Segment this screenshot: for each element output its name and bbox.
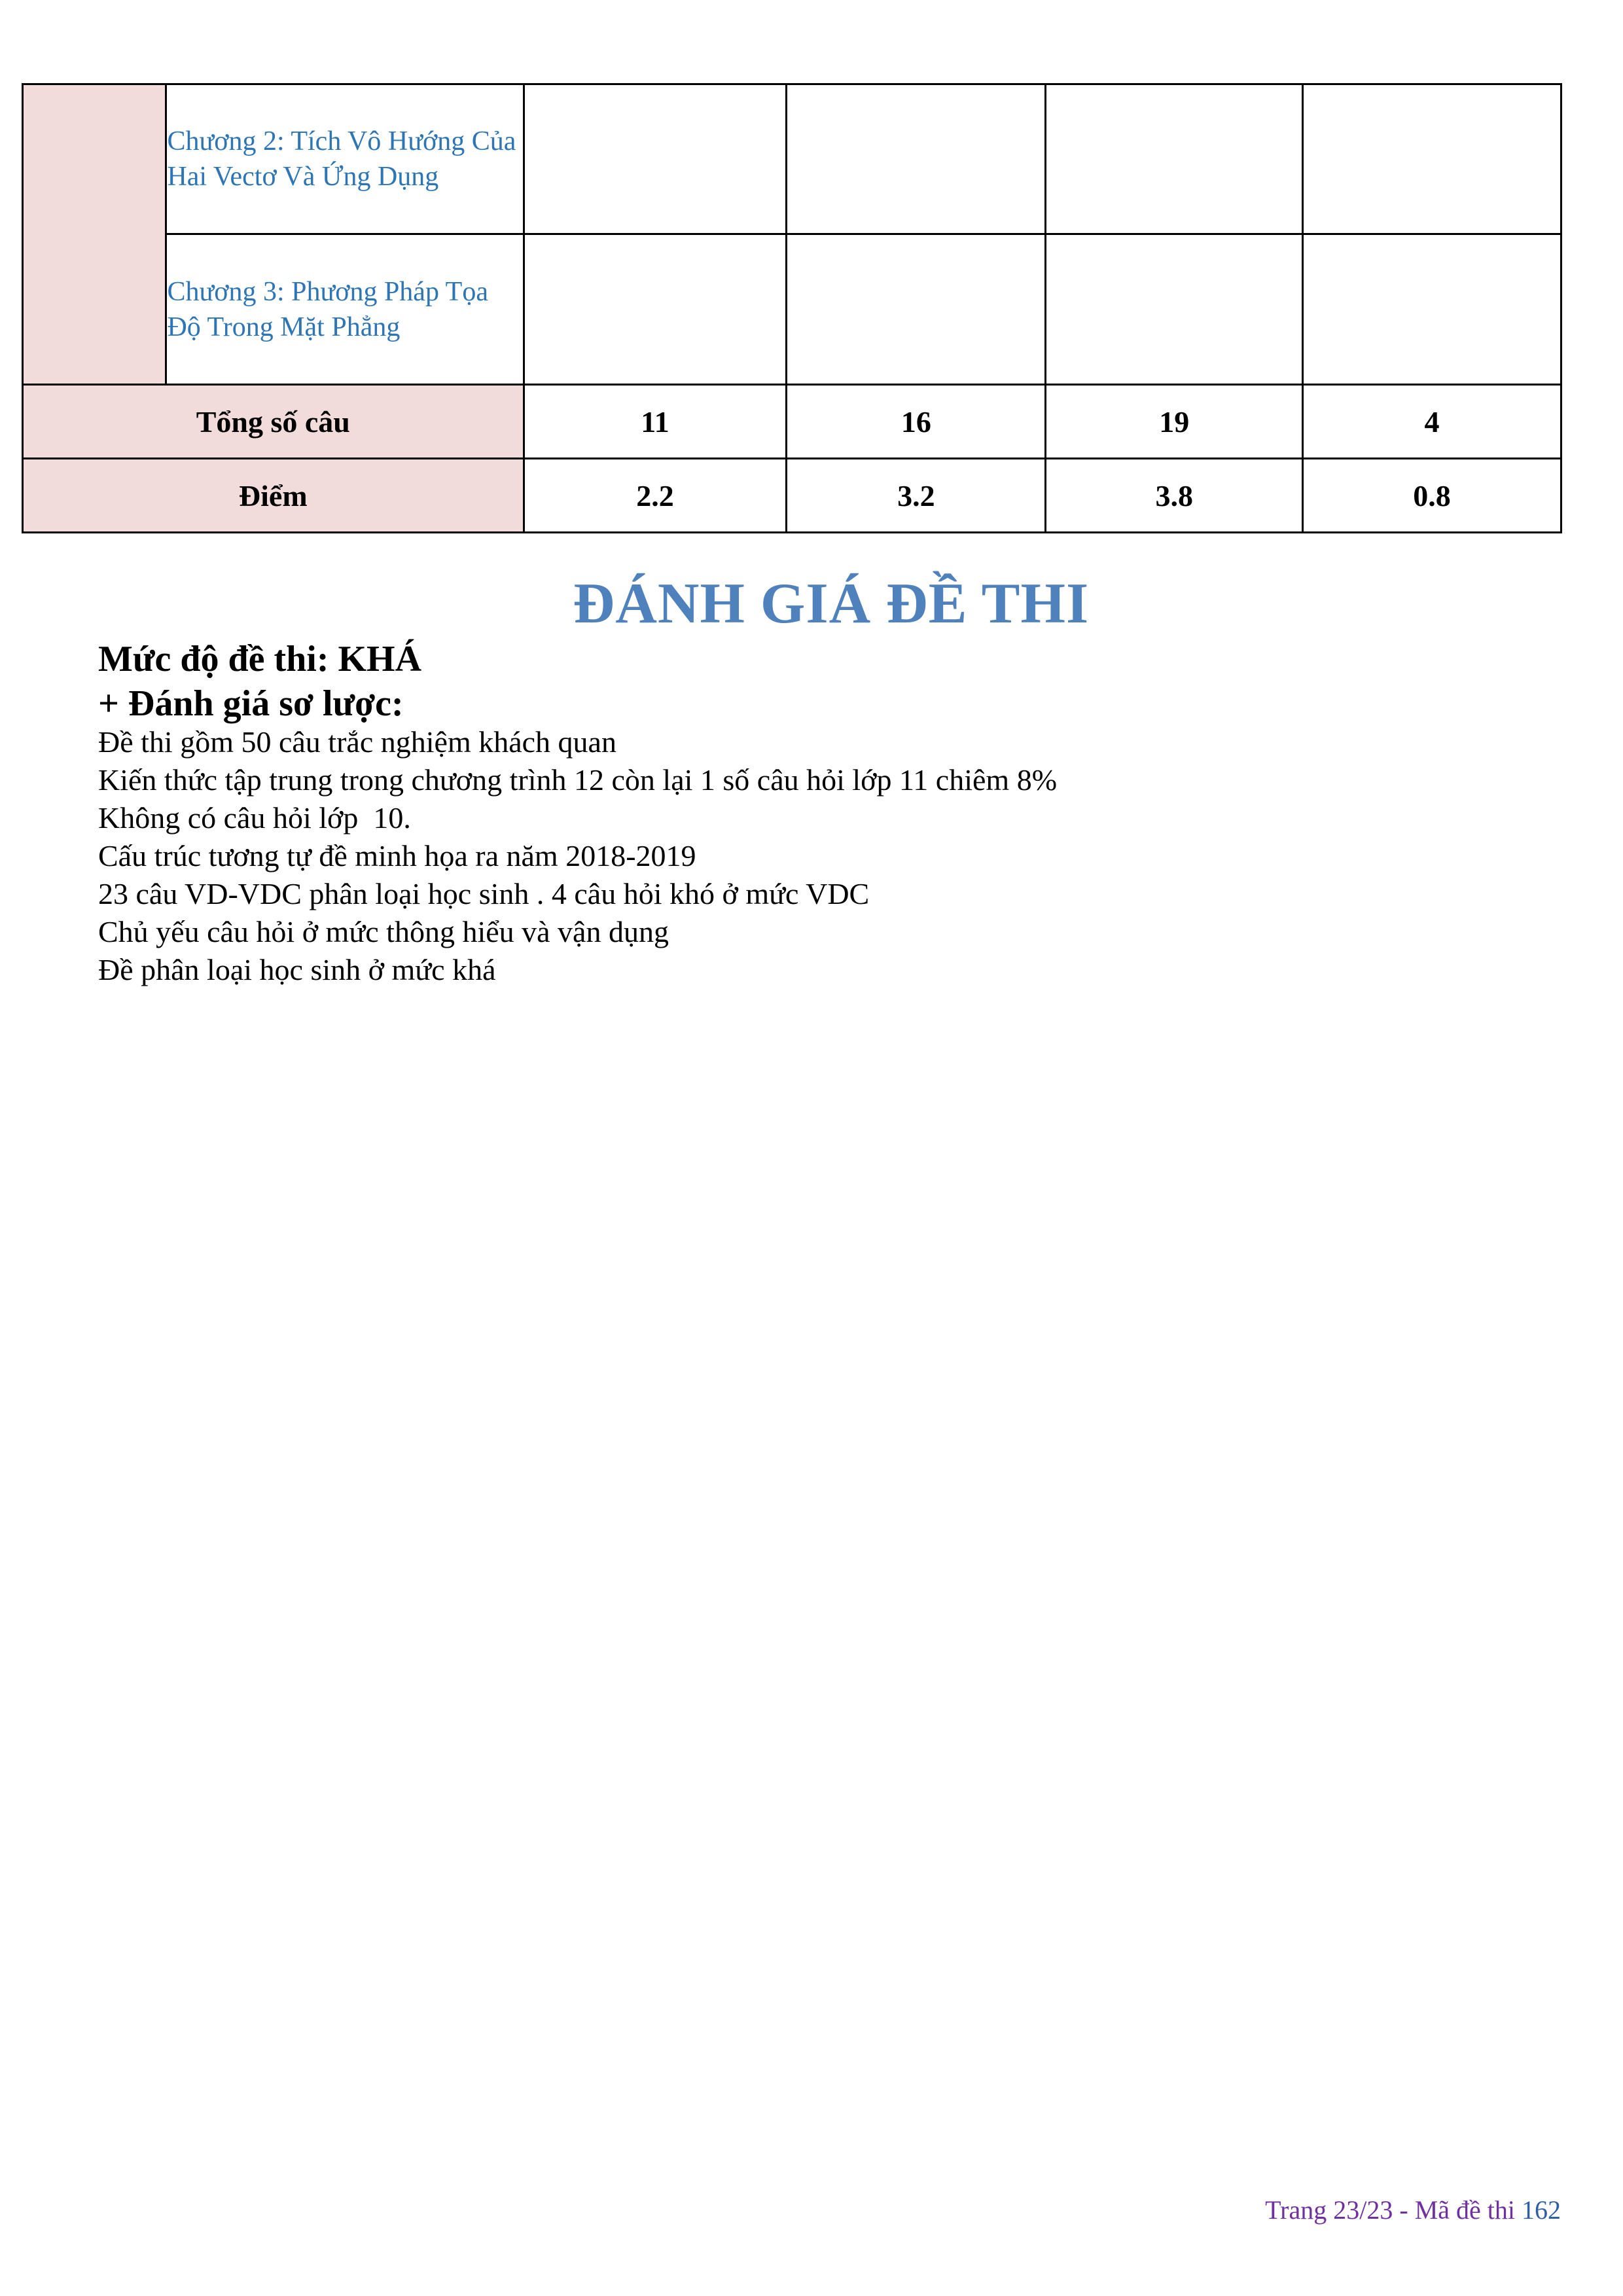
score-value: 3.2: [787, 459, 1046, 533]
exam-matrix-table: [22, 83, 1562, 533]
table-cell: [524, 234, 787, 385]
score-label: Điểm: [23, 459, 524, 533]
table-cell: [1046, 84, 1303, 234]
total-row: [23, 385, 1561, 459]
table-cell: [787, 234, 1046, 385]
chapter-cell: Chương 3: Phương Pháp Tọa Độ Trong Mặt Phẳng: [166, 234, 524, 385]
summary-heading: + Đánh giá sơ lược:: [98, 683, 404, 724]
table-cell: [1046, 234, 1303, 385]
evaluation-line: Chủ yếu câu hỏi ở mức thông hiểu và vận dụng: [98, 915, 669, 948]
total-value: 4: [1303, 385, 1561, 459]
table-cell: [1303, 84, 1561, 234]
evaluation-line: Đề thi gồm 50 câu trắc nghiệm khách quan: [98, 725, 616, 759]
page-footer: [1265, 2194, 1561, 2227]
chapter-cell: Chương 2: Tích Vô Hướng Của Hai Vectơ Và Ứng Dụng: [166, 84, 524, 234]
score-value: 0.8: [1303, 459, 1561, 533]
evaluation-line: Đề phân loại học sinh ở mức khá: [98, 953, 496, 986]
total-value: 16: [787, 385, 1046, 459]
total-label: Tổng số câu: [23, 385, 524, 459]
evaluation-lines: [98, 723, 1057, 989]
evaluation-line: Cấu trúc tương tự đề minh họa ra năm 2018-2019: [98, 839, 696, 872]
table-row: [23, 84, 1561, 234]
total-value: 11: [524, 385, 787, 459]
score-value: 3.8: [1046, 459, 1303, 533]
score-row: [23, 459, 1561, 533]
evaluation-line: Không có câu hỏi lớp 10.: [98, 801, 411, 834]
table-cell: [524, 84, 787, 234]
difficulty-level: Mức độ đề thi: KHÁ: [98, 639, 422, 679]
evaluation-title: ĐÁNH GIÁ ĐỀ THI: [573, 572, 1090, 636]
evaluation-line: Kiến thức tập trung trong chương trình 12 còn lại 1 số câu hỏi lớp 11 chiêm 8%: [98, 763, 1058, 797]
footer-page-text: Trang 23/23 - Mã đề thi: [1265, 2195, 1515, 2225]
footer-exam-code: 162: [1522, 2195, 1561, 2225]
grade-cell: [23, 84, 166, 385]
table-cell: [787, 84, 1046, 234]
table-row: [23, 234, 1561, 385]
score-value: 2.2: [524, 459, 787, 533]
evaluation-line: 23 câu VD-VDC phân loại học sinh . 4 câu hỏi khó ở mức VDC: [98, 877, 870, 910]
total-value: 19: [1046, 385, 1303, 459]
table-cell: [1303, 234, 1561, 385]
